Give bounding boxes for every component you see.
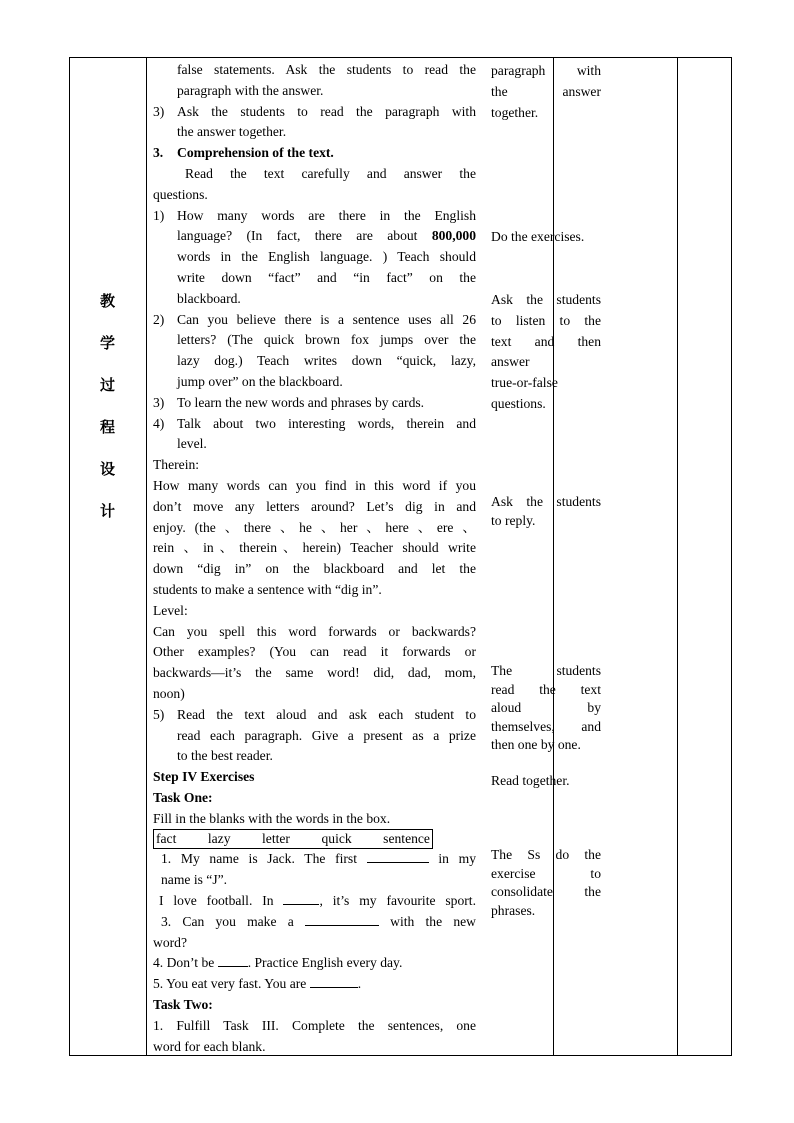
text-line: language? (In fact, there are about	[177, 228, 418, 244]
activity-line: The students	[491, 663, 601, 678]
text-line: Read the text carefully and answer the	[185, 165, 476, 181]
label-char: 学	[99, 334, 115, 352]
exercise-text: in my	[438, 851, 476, 867]
text-line: Can you believe there is a sentence uses all 26	[177, 311, 476, 327]
activity-line: read the text	[491, 681, 601, 697]
answer-blank	[283, 903, 319, 905]
exercise-text: . Practice English every day.	[247, 955, 403, 971]
text-line: level.	[177, 436, 207, 452]
word-box-item: letter	[262, 831, 290, 847]
word-box	[153, 829, 433, 849]
word-box-item: quick	[321, 831, 352, 847]
text-line: rein 、in、therein、herein) Teacher should write	[153, 540, 476, 556]
text-line: don’t move any letters around? Let’s dig in and	[153, 498, 476, 514]
student-activity-4	[491, 493, 601, 530]
exercise-text: 1. My name is Jack. The first	[161, 851, 357, 867]
activity-line: paragraph with	[491, 63, 601, 78]
answer-blank	[305, 924, 379, 926]
exercise-text: , it’s my favourite sport.	[319, 893, 476, 909]
text-line: How many words can you find in this word if you	[153, 477, 476, 493]
activity-line: together.	[491, 104, 539, 120]
text-line: words in the English language. ) Teach should	[177, 249, 476, 265]
activity-line: Read together.	[491, 773, 570, 788]
text-line: Can you spell this word forwards or backwards?	[153, 623, 476, 639]
answer-blank	[310, 986, 358, 988]
word-box-item: fact	[156, 831, 177, 847]
vertical-section-label	[69, 288, 146, 540]
text-line: 1. Fulfill Task III. Complete the sentences, one	[153, 1017, 476, 1033]
student-activity-3	[491, 290, 601, 415]
text-line: Ask the students to read the paragraph with	[177, 103, 476, 119]
activity-line: Ask the students	[491, 292, 601, 307]
activity-line: to listen to the	[491, 312, 601, 328]
exercise-text: 3. Can you make a	[161, 913, 294, 929]
activity-line: aloud by	[491, 700, 601, 715]
text-line: down “dig in” on the blackboard and let the	[153, 561, 476, 577]
exercise-text: word?	[153, 934, 187, 950]
label-char: 过	[99, 376, 115, 394]
activity-line: then one by one.	[491, 737, 581, 752]
text-line: to the best reader.	[177, 748, 273, 764]
activity-line: the answer	[491, 83, 601, 99]
activity-line: themselves, and	[491, 718, 601, 734]
task-heading: Task Two:	[153, 997, 213, 1013]
activity-line: text and then	[491, 333, 601, 349]
answer-blank	[367, 861, 429, 863]
activity-line: exercise to	[491, 865, 601, 881]
text-line: Talk about two interesting words, therein and	[177, 415, 476, 431]
activity-line: true-or-false	[491, 375, 558, 391]
text-line: backwards—it’s the same word! did, dad, mom,	[153, 665, 476, 681]
exercise-text: 5. You eat very fast. You are	[153, 976, 307, 992]
teaching-content: false statements. Ask the students to read the paragraph with the answer. 3) Ask the students to read the paragraph with the answer together. 3. Comprehension of the text. Read the text carefully and answer the questions. 1) How many words are there in the English language? (In fact, there are about 800,000 words in the English language. ) Teach should write down “fact” and “in fact” on the blackboard. 2) Can you believe there is a sentence uses all 26 letters? (The quick brown fox jumps over the lazy dog.) Teach writes down “quick, lazy, jump over” on the blackboard. 3) To learn the new words and phrases by cards. 4) Talk about two interesting words, therein and level. Therein: How many words can you find in this word if you don’t move any letters around? Let’s dig in and enjoy. (the 、there 、he 、her 、here 、ere 、 rein 、in、therein、herein) Teacher should write down “dig in” on the blackboard and let the students to make a sentence with “dig in”. Level: Can you spell this word forwards or backwards? Other examples? (You can read it forwards or backwards—it’s the same word! did, dad, mom, noon) 5) Read the text aloud and ask each student to read each paragraph. Give a present as a prize to the best reader. Step IV Exercises Task One: Fill in the blanks with the words in the box. fact lazy letter quick sentence 1. My name is Jack. The first in my name is “J”. I love football. In , it’s my favourite sport. 3. Can you make a with the new word? 4. Don’t be . Practice English every day. 5. You eat very fast. You are . Task Two: 1. Fulfill Task III. Complete the sentences, one word for each blank.	[153, 60, 476, 1057]
text-line: students to make a sentence with “dig in”.	[153, 581, 382, 597]
exercise-text: name is “J”.	[161, 872, 228, 888]
text-line: Read the text aloud and ask each student to	[177, 706, 476, 722]
student-activity-7	[491, 846, 601, 920]
label-char: 设	[99, 460, 115, 478]
student-activity-2	[491, 227, 601, 248]
text-line: To learn the new words and phrases by cards.	[177, 394, 425, 410]
activity-line: The Ss do the	[491, 847, 601, 862]
text-line: jump over” on the blackboard.	[177, 373, 343, 389]
task-heading: Task One:	[153, 789, 213, 805]
activity-line: Ask the students	[491, 494, 601, 509]
exercise-text: .	[357, 976, 362, 992]
text-line: enjoy. (the 、there 、he 、her 、here 、ere 、	[153, 519, 476, 535]
activity-line: questions.	[491, 395, 546, 411]
text-line: word for each blank.	[153, 1038, 266, 1054]
text-line: false statements. Ask the students to read the	[177, 62, 476, 77]
text-line: paragraph with the answer.	[177, 82, 324, 98]
text-line: questions.	[153, 186, 208, 202]
sub-label: Therein:	[153, 457, 200, 473]
text-line: read each paragraph. Give a present as a prize	[177, 727, 476, 743]
student-activity-6	[491, 772, 601, 791]
text-line: lazy dog.) Teach writes down “quick, lazy,	[177, 353, 476, 369]
text-line: Other examples? (You can read it forwards or	[153, 644, 476, 660]
activity-line: Do the exercises.	[491, 229, 585, 244]
word-box-item: sentence	[383, 831, 430, 847]
text-line: How many words are there in the English	[177, 207, 476, 223]
text-line: Fill in the blanks with the words in the box.	[153, 810, 391, 826]
notes-column	[678, 58, 732, 1055]
answer-blank	[218, 965, 248, 967]
exercise-text: with the new	[390, 913, 476, 929]
text-line: write down “fact” and “in fact” on the	[177, 269, 476, 285]
student-activity-1	[491, 61, 601, 123]
activity-line: to reply.	[491, 512, 536, 528]
exercise-text: I love football. In	[159, 893, 274, 909]
word-box-item: lazy	[207, 831, 231, 847]
text-line: letters? (The quick brown fox jumps over the	[177, 332, 476, 348]
text-line: the answer together.	[177, 124, 287, 140]
student-activity-5	[491, 662, 601, 755]
activity-line: answer	[491, 354, 530, 370]
sub-label: Level:	[153, 602, 188, 618]
text-line: noon)	[153, 685, 185, 701]
activity-line: phrases.	[491, 902, 536, 918]
label-char: 计	[99, 502, 115, 520]
section-label-column	[70, 58, 147, 1055]
label-char: 程	[99, 418, 115, 436]
label-char: 教	[99, 292, 115, 310]
step-heading: Step IV Exercises	[153, 769, 255, 785]
exercise-text: 4. Don’t be	[153, 955, 215, 971]
activity-line: consolidate the	[491, 884, 601, 899]
section-heading: Comprehension of the text.	[177, 145, 334, 161]
highlight-number: 800,000	[431, 228, 476, 244]
text-line: blackboard.	[177, 290, 241, 306]
